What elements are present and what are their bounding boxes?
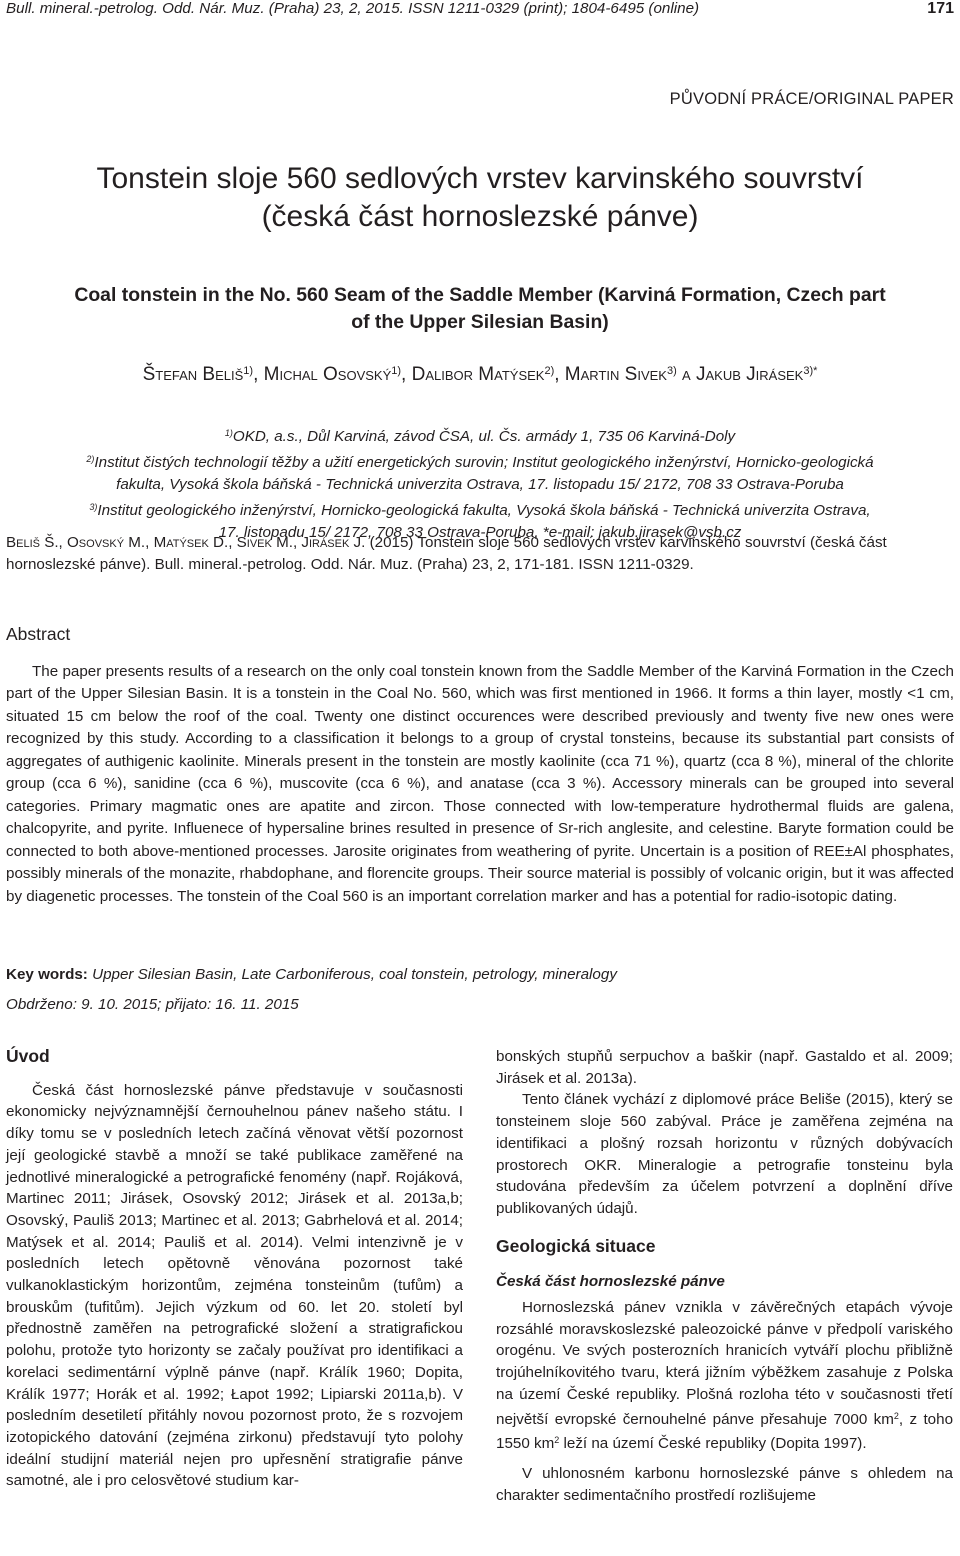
carboniferous-paragraph: V uhlonosném karbonu hornoslezské pánve s ohledem na charakter sedimentačního prostředí rozlišujeme	[496, 1464, 953, 1504]
affiliation-mark: 1)	[224, 428, 233, 438]
citation-reference: (2015) Tonstein sloje 560 sedlových vrstev karvinského souvrství (česká část hornoslezské pánve). Bull. mineral.-petrolog. Odd. Nár. Muz. (Praha) 23, 2, 171-181. ISSN 1211-0329.	[6, 534, 887, 573]
affiliation-text: OKD, a.s., Důl Karviná, závod ČSA, ul. Čs. armády 1, 735 06 Karviná-Doly	[232, 428, 736, 445]
title-czech-line-1: Tonstein sloje 560 sedlových vrstev karvinského souvrství	[96, 162, 864, 195]
basin-paragraph	[496, 1297, 953, 1455]
citation-authors: Beliš Š., Osovský M., Matýsek D., Sivek M., Jirásek J.	[6, 534, 366, 551]
author-separator: ,	[401, 364, 412, 385]
received-dates: Obdrženo: 9. 10. 2015; přijato: 16. 11. 2015	[6, 996, 299, 1013]
author-name: Jakub Jirásek	[695, 364, 804, 385]
affiliation-line	[0, 448, 960, 474]
section-heading-intro: Úvod	[6, 1046, 50, 1066]
thesis-paragraph: Tento článek vychází z diplomové práce Beliše (2015), který se tonsteinem sloje 560 zabýval. Práce je zaměřena zejména na identifikaci a plošný rozsah horizontu v různých dobývacích prostorech OKR. Mineralogie a petrografie tonsteinu byla studována především za účelem potvrzení a doplnění dříve publikovaných údajů.	[496, 1091, 953, 1217]
keywords	[6, 966, 954, 983]
superscript: 2	[554, 1435, 560, 1446]
title-czech-line-2: (česká část hornoslezské pánve)	[261, 200, 699, 233]
author-affiliation-mark: 1)	[243, 365, 254, 377]
superscript: 2	[893, 1410, 899, 1421]
continued-paragraph: bonských stupňů serpuchov a baškir (např. Gastaldo et al. 2009; Jirásek et al. 2013a).	[496, 1048, 953, 1087]
author-name: Štefan Beliš	[142, 364, 244, 385]
author-affiliation-mark: 3)	[666, 365, 677, 377]
author-name: Michal Osovský	[263, 364, 392, 385]
author-affiliation-mark: 2)	[544, 365, 555, 377]
how-to-cite	[6, 532, 954, 576]
right-column	[496, 1046, 953, 1506]
author-affiliation-mark: 3)*	[803, 365, 818, 377]
affiliation-line	[0, 496, 960, 522]
author-name: Dalibor Matýsek	[411, 364, 545, 385]
page-number: 171	[927, 0, 954, 17]
author-separator: ,	[253, 364, 264, 385]
journal-citation: Bull. mineral.-petrolog. Odd. Nár. Muz. (Praha) 23, 2, 2015. ISSN 1211-0329 (print); 1804-6495 (online)	[6, 0, 700, 17]
affiliation-text: 17. listopadu 15/ 2172, 708 33 Ostrava-Poruba, *e-mail: jakub.jirasek@vsb.cz	[218, 524, 742, 541]
basin-text: leží na území České republiky (Dopita 1997).	[559, 1435, 867, 1453]
section-heading-geology: Geologická situace	[496, 1235, 656, 1256]
affiliation-line	[0, 474, 960, 496]
abstract-body	[6, 661, 954, 908]
title-english-line-1: Coal tonstein in the No. 560 Seam of the Saddle Member (Karviná Formation, Czech part	[74, 284, 886, 306]
subsection-heading: Česká část hornoslezské pánve	[496, 1273, 725, 1291]
author-list	[0, 364, 960, 386]
article-type: PŮVODNÍ PRÁCE/ORIGINAL PAPER	[669, 90, 954, 108]
abstract-heading: Abstract	[6, 624, 71, 644]
basin-text: Hornoslezská pánev vznikla v závěrečných etapách vývoje rozsáhlé moravskoslezské paleozoické pánve v předpolí variského orogénu. Ve svých posterozních hranicích vytváří plochu přibližně trojúhelníkovitého tvaru, která jižním výběžkem zasahuje z Polska na území České republiky. Plošná rozloha této v současnosti třetí největší evropské černouhelné pánve přesahuje 7000 km	[496, 1299, 953, 1428]
author-affiliation-mark: 1)	[391, 365, 402, 377]
author-separator: ,	[554, 364, 565, 385]
abstract-text: The paper presents results of a research on the only coal tonstein known from the Saddle Member of the Karviná Formation in the Czech part of the Upper Silesian Basin. It is a tonstein in the Coal No. 560, which was first mentioned in 1966. It forms a thin layer, mostly <1 cm, situated 15 cm below the roof of the coal. Twenty one distinct occurences were described previously and twenty five new ones were recognized by this study. According to a classification it belongs to a group of crystal tonsteins, because its substantial part consists of aggregates of authigenic kaolinite. Minerals present in the tonstein are mostly kaolinite (cca 71 %), quartz (cca 8 %), mineral of the chlorite group (cca 6 %), sanidine (cca 6 %), muscovite (cca 6 %), and anatase (cca 3 %). Accessory minerals can be grouped into several categories. Primary magmatic ones are apatite and zircon. Those connected with low-temperature hydrothermal fluids are galena, chalcopyrite, and pyrite. Influenece of hypersaline brines resulted in presence of Sr-rich anglesite, and celestine. Baryte formation could be connected to both above-mentioned processes. Jarosite originates from weathering of pyrite. Uncertain is a position of REE±Al phosphates, possibly minerals of the monazite, rhabdophane, and florencite groups. Their source material is possibly of volcanic origin, but it was affected by diagenetic processes. The tonstein of the Coal 560 is an important correlation marker and has a potential for radio-isotopic dating.	[6, 663, 954, 905]
affiliation-text: Institut geologického inženýrství, Hornicko-geologická fakulta, Vysoká škola báňská - Technická univerzita Ostrava,	[97, 502, 871, 519]
author-name: Martin Sivek	[564, 364, 667, 385]
affiliation-line	[0, 422, 960, 448]
title-english	[0, 282, 960, 336]
keywords-label: Key words:	[6, 966, 88, 983]
intro-paragraph: Česká část hornoslezské pánve představuje v současnosti ekonomicky nejvýznamnější černouhelnou pánev našeho státu. I díky tomu se v posledních letech začíná věnovat větší pozornost její geologické stavbě a množí se také publikace zaměřené na jednotlivé mineralogické a petrografické fenomény (např. Rojáková, Martinec 2011; Jirásek, Osovský 2012; Jirásek et al. 2013a,b; Osovský, Pauliš 2013; Martinec et al. 2013; Gabrhelová et al. 2014; Matýsek et al. 2014; Pauliš et al. 2014). Velmi intenzivně je v posledních letech opětovně věnována pozornost také vulkanoklastickým horizontům, zejména tonsteinům (tufům) a brouskům (tufitům). Jejich výzkum od 60. let 20. století byl přednostně zaměřen na petrografické složení a stratigrafickou polohu, protože tyto horizonty se začaly používat pro identifikaci a korelaci sedimentární výplně pánve (např. Králík 1960; Dopita, Králík 1977; Horák et al. 1992; Łapot 1992; Lipiarski 2011a,b). V posledním desetiletí přitáhly novou pozornost proto, že s rozvojem izotopického datování (zejména zirkonu) představují tyto polohy ideální studijní materiál nejen pro upřesnění stratigrafie pánve samotné, ale i pro celosvětové studium kar-	[6, 1081, 463, 1490]
title-czech	[0, 160, 960, 236]
affiliation-text: fakulta, Vysoká škola báňská - Technická univerzita Ostrava, 17. listopadu 15/ 2172, 708 33 Ostrava-Poruba	[116, 476, 844, 493]
title-english-line-2: of the Upper Silesian Basin)	[351, 311, 609, 333]
running-head	[6, 0, 954, 20]
keywords-value: Upper Silesian Basin, Late Carboniferous, coal tonstein, petrology, mineralogy	[87, 966, 617, 983]
affiliations	[0, 422, 960, 544]
affiliation-mark: 2)	[86, 454, 95, 464]
author-conjunction: a	[676, 364, 696, 385]
affiliation-text: Institut čistých technologií těžby a užití energetických surovin; Institut geologického inženýrství, Hornicko-geologická	[94, 454, 874, 471]
affiliation-mark: 3)	[89, 502, 98, 512]
left-column	[6, 1046, 463, 1492]
basin-text: , z toho 1550 km	[496, 1410, 954, 1453]
